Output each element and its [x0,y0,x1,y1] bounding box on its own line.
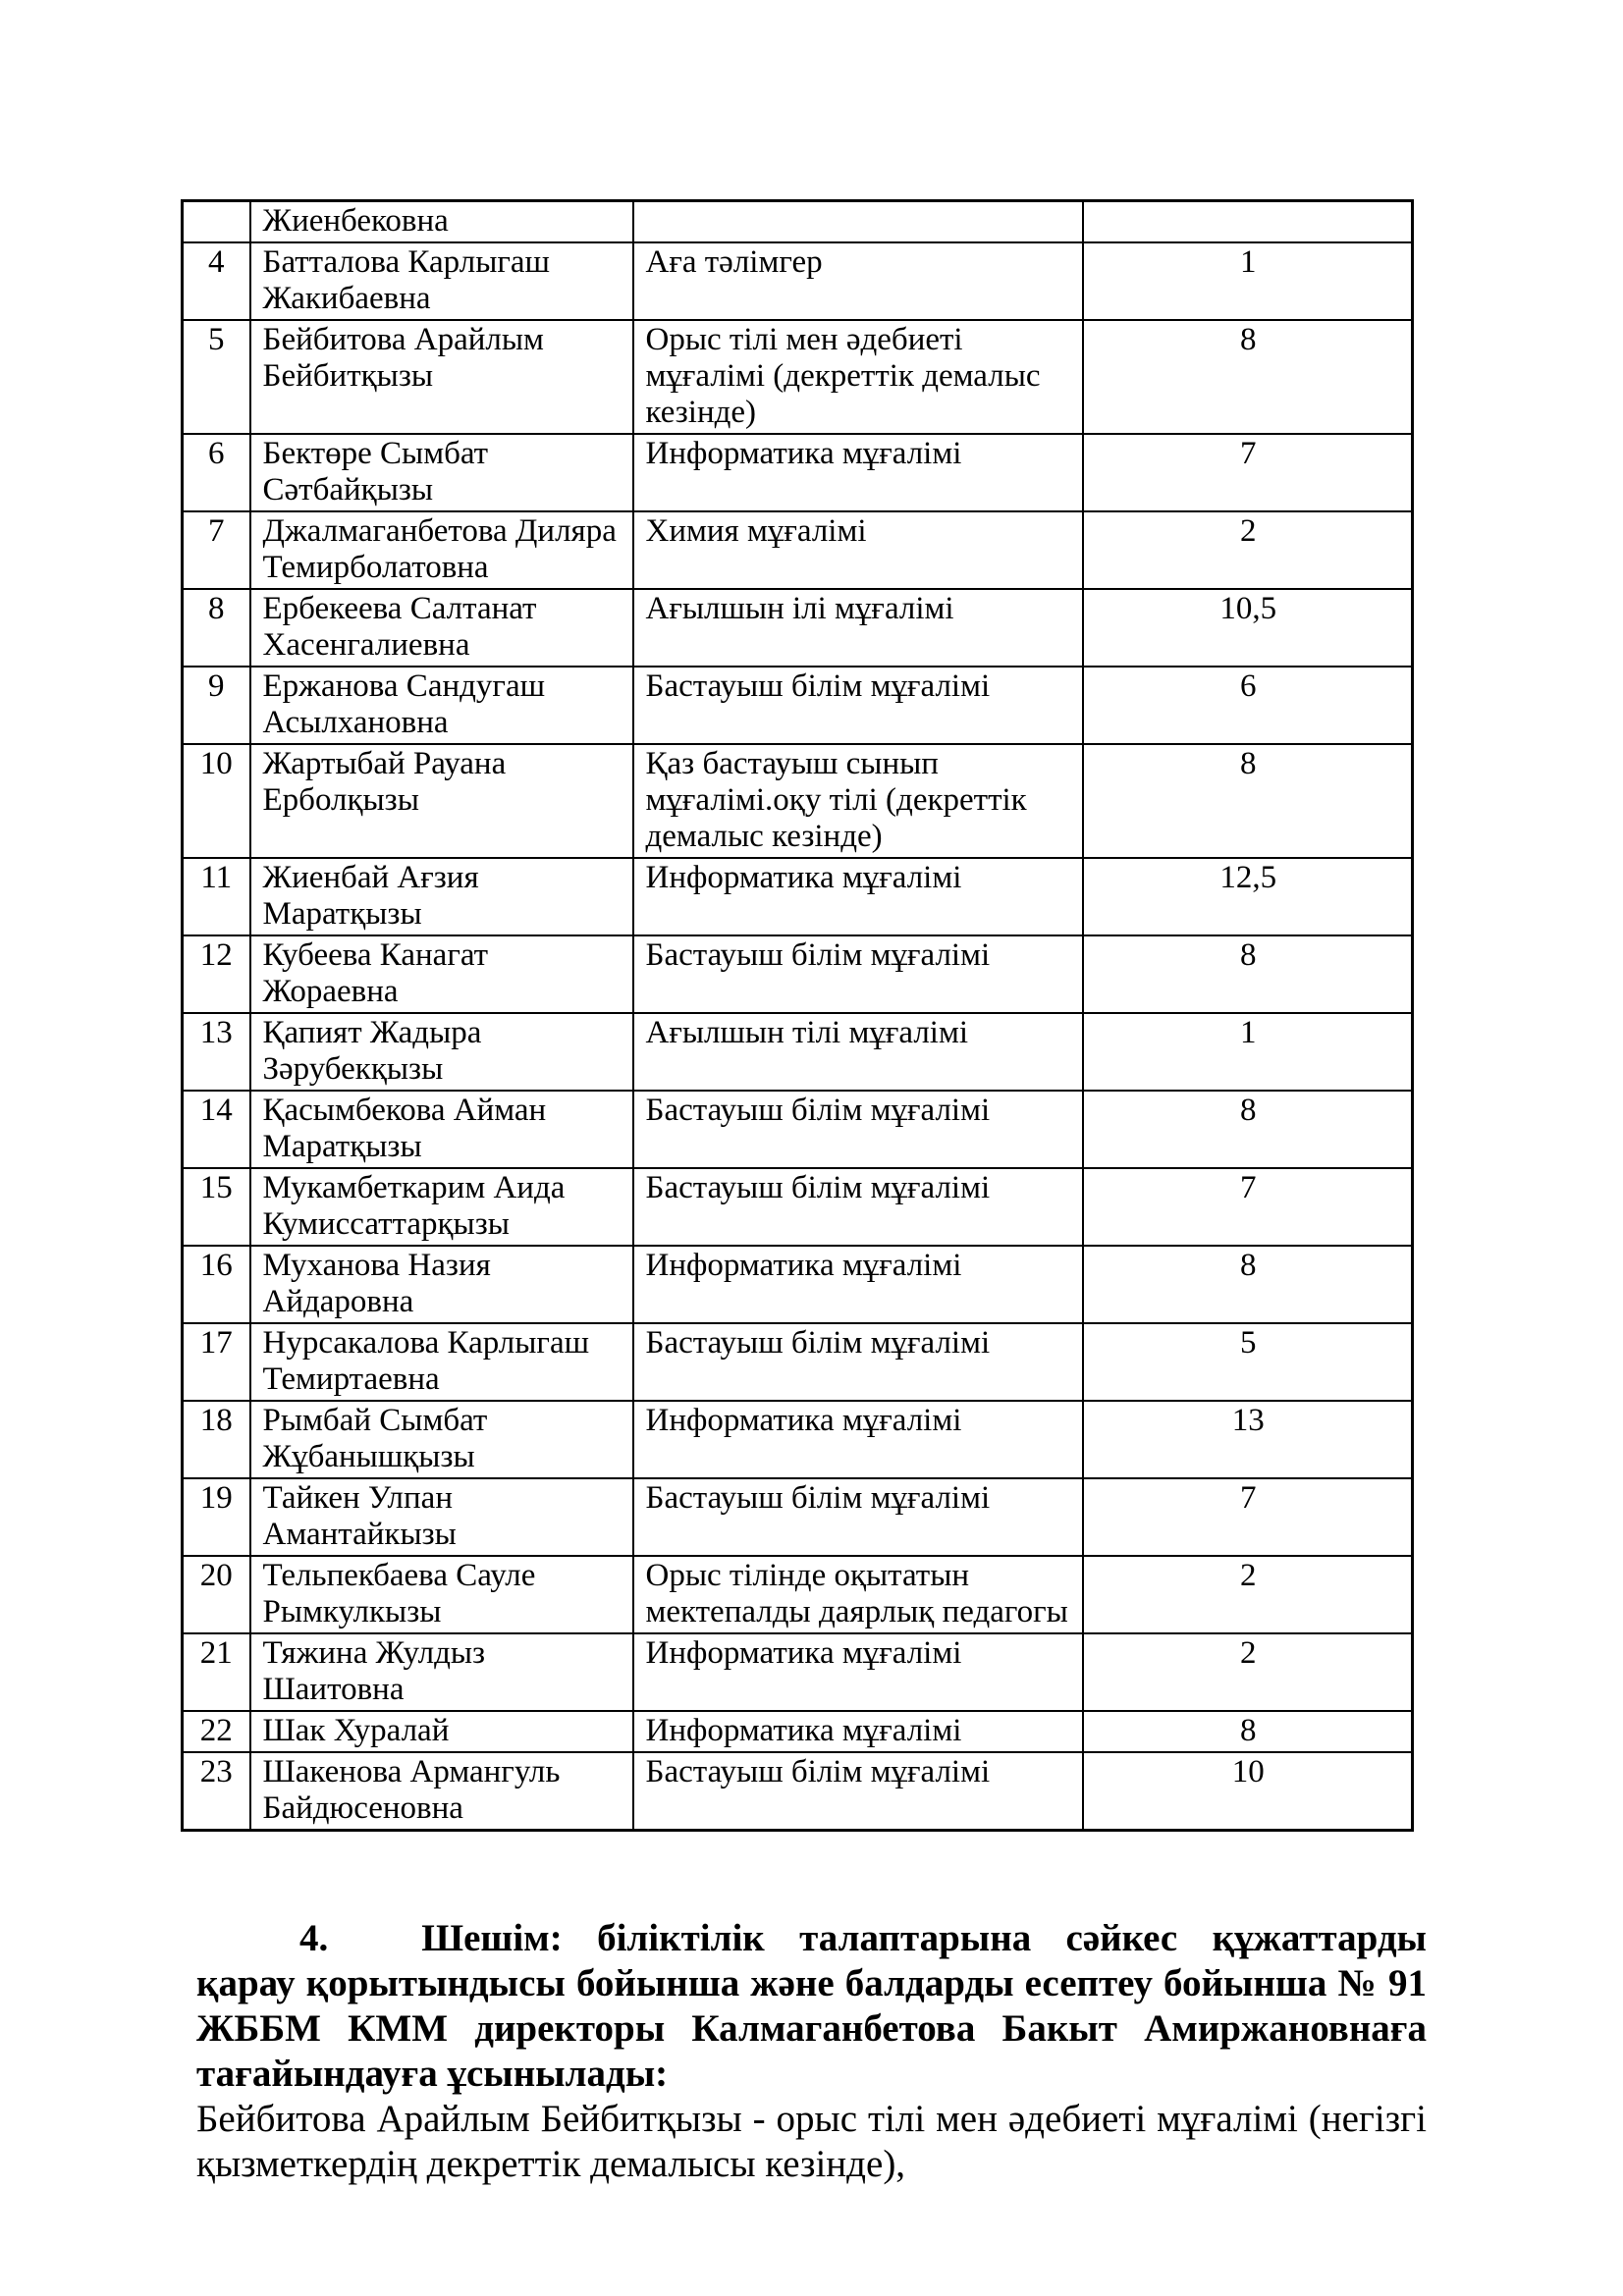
cell-name: Ержанова Сандугаш Асылхановна [250,667,633,744]
staff-table [181,199,1414,1832]
cell-num: 14 [183,1091,250,1168]
cell-position: Бастауыш білім мұғалімі [633,1478,1083,1556]
cell-num: 23 [183,1752,250,1831]
table-row [183,1556,1413,1633]
cell-hours: 7 [1083,1168,1413,1246]
cell-position: Информатика мұғалімі [633,1633,1083,1711]
cell-hours: 10,5 [1083,589,1413,667]
cell-name: Қапият Жадыра Зәрубекқызы [250,1013,633,1091]
cell-hours: 2 [1083,1556,1413,1633]
cell-num: 19 [183,1478,250,1556]
cell-hours: 8 [1083,1246,1413,1323]
cell-num: 15 [183,1168,250,1246]
cell-num: 7 [183,511,250,589]
cell-name: Ербекеева Салтанат Хасенгалиевна [250,589,633,667]
table-row [183,1323,1413,1401]
table-row [183,1633,1413,1711]
cell-num: 12 [183,935,250,1013]
cell-hours: 6 [1083,667,1413,744]
cell-name: Джалмаганбетова Диляра Темирболатовна [250,511,633,589]
cell-position: Бастауыш білім мұғалімі [633,935,1083,1013]
cell-num: 22 [183,1711,250,1752]
cell-position: Бастауыш білім мұғалімі [633,667,1083,744]
cell-num: 17 [183,1323,250,1401]
cell-hours: 8 [1083,1091,1413,1168]
decision-section [196,1916,1427,2187]
cell-position: Қаз бастауыш сынып мұғалімі.оқу тілі (декреттік демалыс кезінде) [633,744,1083,858]
cell-position: Информатика мұғалімі [633,1711,1083,1752]
table-row [183,1401,1413,1478]
cell-name: Нурсакалова Карлыгаш Темиртаевна [250,1323,633,1401]
table-row [183,242,1413,320]
cell-name: Шакенова Армангуль Байдюсеновна [250,1752,633,1831]
cell-name: Кубеева Канагат Жораевна [250,935,633,1013]
cell-position: Бастауыш білім мұғалімі [633,1091,1083,1168]
cell-num: 10 [183,744,250,858]
cell-num: 11 [183,858,250,935]
cell-name: Бейбитова Арайлым Бейбитқызы [250,320,633,434]
cell-num: 13 [183,1013,250,1091]
cell-num: 6 [183,434,250,511]
cell-hours: 7 [1083,1478,1413,1556]
cell-position: Информатика мұғалімі [633,858,1083,935]
cell-name: Бектөре Сымбат Сәтбайқызы [250,434,633,511]
cell-hours: 8 [1083,935,1413,1013]
table-row [183,1752,1413,1831]
table-row [183,589,1413,667]
cell-position: Химия мұғалімі [633,511,1083,589]
cell-position: Бастауыш білім мұғалімі [633,1168,1083,1246]
table-row [183,201,1413,243]
cell-position: Информатика мұғалімі [633,1246,1083,1323]
cell-name: Муханова Назия Айдаровна [250,1246,633,1323]
cell-position: Бастауыш білім мұғалімі [633,1752,1083,1831]
cell-hours: 13 [1083,1401,1413,1478]
cell-num: 5 [183,320,250,434]
cell-hours [1083,201,1413,243]
cell-name: Шак Хуралай [250,1711,633,1752]
cell-name: Мукамбеткарим Аида Кумиссаттарқызы [250,1168,633,1246]
cell-name: Тайкен Улпан Амантайкызы [250,1478,633,1556]
cell-num: 4 [183,242,250,320]
cell-hours: 1 [1083,1013,1413,1091]
table-row [183,935,1413,1013]
cell-name: Жиенбай Ағзия Маратқызы [250,858,633,935]
decision-item-number: 4. [299,1917,329,1959]
table-row [183,511,1413,589]
cell-position: Ағылшын тілі мұғалімі [633,1013,1083,1091]
decision-text: Шешім: біліктілік талаптарына сәйкес құжаттарды қарау қорытындысы бойынша және балдарды есептеу бойынша № 91 ЖББМ КММ директоры Калмаганбетова Бакыт Амиржановнаға тағайындауға ұсынылады: [196,1917,1427,2095]
cell-position: Ағылшын ілі мұғалімі [633,589,1083,667]
staff-table-body [183,201,1413,1831]
table-row [183,434,1413,511]
cell-hours: 8 [1083,1711,1413,1752]
cell-name: Тяжина Жулдыз Шаитовна [250,1633,633,1711]
cell-name: Қасымбекова Айман Маратқызы [250,1091,633,1168]
cell-name: Батталова Карлыгаш Жакибаевна [250,242,633,320]
cell-hours: 8 [1083,744,1413,858]
cell-position: Орыс тілі мен әдебиеті мұғалімі (декреттік демалыс кезінде) [633,320,1083,434]
table-row [183,1711,1413,1752]
cell-num: 16 [183,1246,250,1323]
table-row [183,1013,1413,1091]
cell-num: 21 [183,1633,250,1711]
table-row [183,858,1413,935]
cell-num: 20 [183,1556,250,1633]
cell-hours: 5 [1083,1323,1413,1401]
decision-paragraph [196,1916,1427,2097]
cell-hours: 12,5 [1083,858,1413,935]
table-row [183,320,1413,434]
cell-name: Рымбай Сымбат Жұбанышқызы [250,1401,633,1478]
cell-position: Аға тәлімгер [633,242,1083,320]
cell-position: Информатика мұғалімі [633,1401,1083,1478]
cell-position: Информатика мұғалімі [633,434,1083,511]
cell-hours: 8 [1083,320,1413,434]
cell-position: Бастауыш білім мұғалімі [633,1323,1083,1401]
cell-hours: 1 [1083,242,1413,320]
cell-num: 18 [183,1401,250,1478]
cell-name: Жартыбай Рауана Ерболқызы [250,744,633,858]
table-row [183,1478,1413,1556]
cell-hours: 10 [1083,1752,1413,1831]
table-row [183,1168,1413,1246]
table-row [183,744,1413,858]
cell-position [633,201,1083,243]
cell-num: 8 [183,589,250,667]
cell-name: Тельпекбаева Сауле Рымкулкызы [250,1556,633,1633]
cell-name: Жиенбековна [250,201,633,243]
table-row [183,1091,1413,1168]
cell-hours: 7 [1083,434,1413,511]
cell-num: 9 [183,667,250,744]
cell-hours: 2 [1083,1633,1413,1711]
cell-num [183,201,250,243]
table-row [183,1246,1413,1323]
table-row [183,667,1413,744]
cell-position: Орыс тілінде оқытатын мектепалды даярлық педагогы [633,1556,1083,1633]
appointee-paragraph: Бейбитова Арайлым Бейбитқызы - орыс тілі мен әдебиеті мұғалімі (негізгі қызметкердің декреттік демалысы кезінде), [196,2098,1427,2185]
cell-hours: 2 [1083,511,1413,589]
